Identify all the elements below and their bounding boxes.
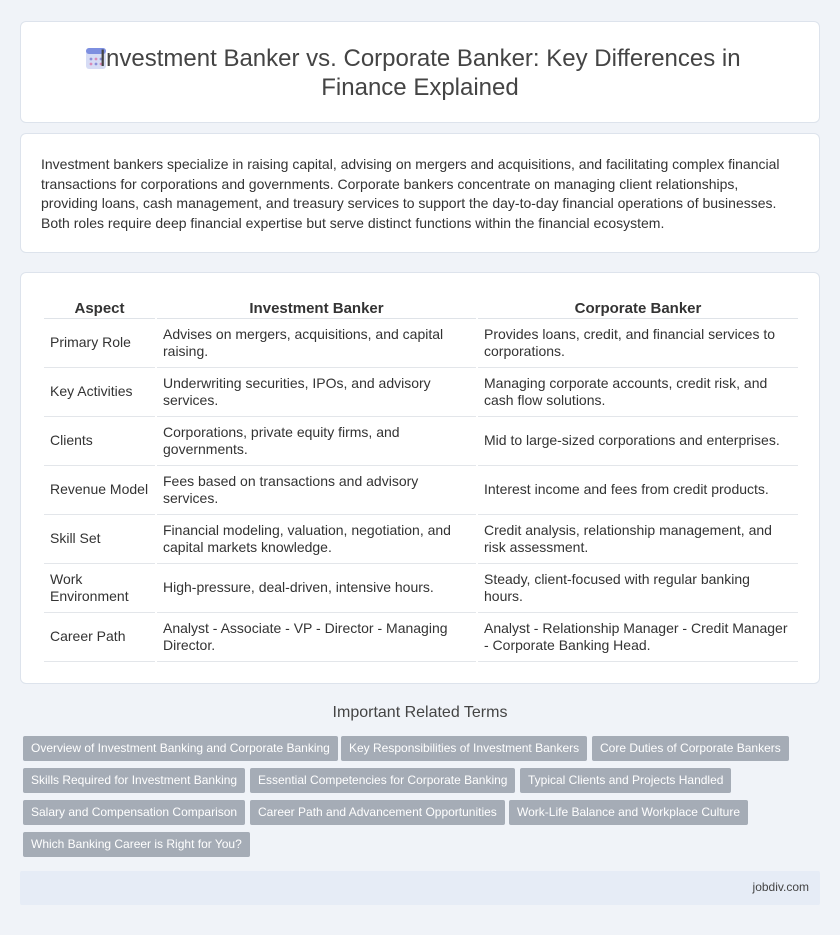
cell-aspect: Career Path <box>44 613 155 662</box>
cell-investment: Underwriting securities, IPOs, and advisory services. <box>157 368 476 417</box>
related-term-tag[interactable]: Core Duties of Corporate Bankers <box>592 736 789 761</box>
table-row <box>44 466 798 515</box>
cell-aspect: Clients <box>44 417 155 466</box>
table-row <box>44 613 798 662</box>
cell-corporate: Managing corporate accounts, credit risk, and cash flow solutions. <box>478 368 798 417</box>
comparison-card <box>20 272 820 684</box>
table-header-row <box>44 295 798 319</box>
related-term-tag[interactable]: Which Banking Career is Right for You? <box>23 832 250 857</box>
table-row <box>44 417 798 466</box>
table-row <box>44 564 798 613</box>
cell-investment: Fees based on transactions and advisory services. <box>157 466 476 515</box>
cell-aspect: Primary Role <box>44 319 155 368</box>
related-term-tag[interactable]: Key Responsibilities of Investment Bankers <box>341 736 587 761</box>
cell-aspect: Revenue Model <box>44 466 155 515</box>
footer <box>20 871 820 905</box>
cell-corporate: Provides loans, credit, and financial services to corporations. <box>478 319 798 368</box>
related-term-tag[interactable]: Skills Required for Investment Banking <box>23 768 245 793</box>
related-term-tag[interactable]: Work-Life Balance and Workplace Culture <box>509 800 748 825</box>
intro-card <box>20 133 820 253</box>
table-row <box>44 319 798 368</box>
cell-aspect: Key Activities <box>44 368 155 417</box>
cell-aspect: Work Environment <box>44 564 155 613</box>
cell-corporate: Analyst - Relationship Manager - Credit Manager - Corporate Banking Head. <box>478 613 798 662</box>
header-investment-banker: Investment Banker <box>157 295 476 319</box>
cell-corporate: Mid to large-sized corporations and enterprises. <box>478 417 798 466</box>
cell-corporate: Credit analysis, relationship management, and risk assessment. <box>478 515 798 564</box>
cell-corporate: Steady, client-focused with regular banking hours. <box>478 564 798 613</box>
table-row <box>44 515 798 564</box>
cell-corporate: Interest income and fees from credit products. <box>478 466 798 515</box>
page-title: Investment Banker vs. Corporate Banker: Key Differences in Finance Explained <box>99 45 741 101</box>
cell-investment: High-pressure, deal-driven, intensive hours. <box>157 564 476 613</box>
related-terms-title: Important Related Terms <box>332 704 508 721</box>
table-row <box>44 368 798 417</box>
intro-paragraph: Investment bankers specialize in raising capital, advising on mergers and acquisitions, and facilitating complex financial transactions for corporations and governments. Corporate bankers concentrate on managing client relationships, providing loans, cash management, and treasury services to support the day-to-day financial operations of businesses. Both roles require deep financial expertise but serve distinct functions within the financial ecosystem. <box>41 156 780 231</box>
comparison-table <box>42 295 800 662</box>
related-term-tag[interactable]: Overview of Investment Banking and Corporate Banking <box>23 736 338 761</box>
related-term-tag[interactable]: Salary and Compensation Comparison <box>23 800 245 825</box>
cell-aspect: Skill Set <box>44 515 155 564</box>
cell-investment: Analyst - Associate - VP - Director - Managing Director. <box>157 613 476 662</box>
cell-investment: Corporations, private equity firms, and governments. <box>157 417 476 466</box>
cell-investment: Advises on mergers, acquisitions, and capital raising. <box>157 319 476 368</box>
related-term-tag[interactable]: Career Path and Advancement Opportunities <box>250 800 505 825</box>
header-aspect: Aspect <box>44 295 155 319</box>
related-term-tag[interactable]: Essential Competencies for Corporate Banking <box>250 768 515 793</box>
related-term-tag[interactable]: Typical Clients and Projects Handled <box>520 768 731 793</box>
header-card <box>20 21 820 123</box>
cell-investment: Financial modeling, valuation, negotiation, and capital markets knowledge. <box>157 515 476 564</box>
header-corporate-banker: Corporate Banker <box>478 295 798 319</box>
footer-site-link[interactable]: jobdiv.com <box>752 880 809 894</box>
